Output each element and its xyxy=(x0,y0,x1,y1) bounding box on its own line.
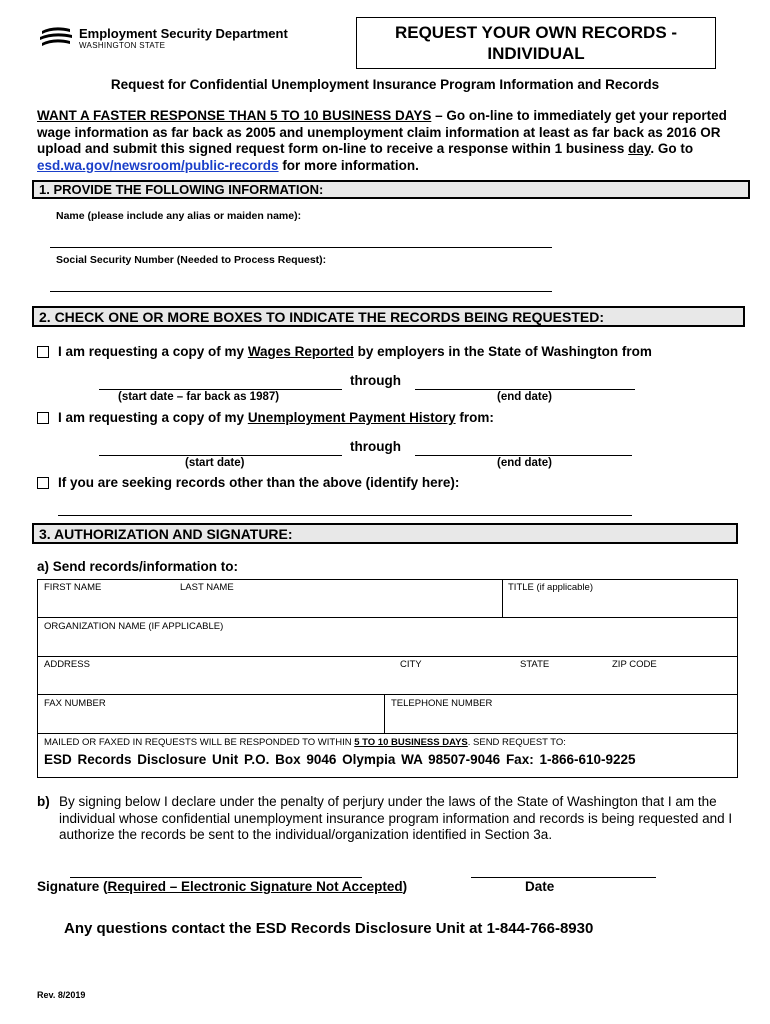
public-records-link[interactable]: esd.wa.gov/newsroom/public-records xyxy=(37,157,279,173)
mail-post: . SEND REQUEST TO: xyxy=(467,737,566,748)
pay-pre: I am requesting a copy of my xyxy=(58,410,248,425)
form-subtitle: Request for Confidential Unemployment Insurance Program Information and Records xyxy=(110,77,660,92)
section1-heading: 1. PROVIDE THE FOLLOWING INFORMATION: xyxy=(32,180,750,199)
zip-field[interactable]: ZIP CODE xyxy=(612,659,657,670)
payment-through: through xyxy=(350,439,401,454)
payment-start-caption: (start date) xyxy=(185,457,245,469)
payment-end-field[interactable] xyxy=(415,455,632,456)
mail-pre: MAILED OR FAXED IN REQUESTS WILL BE RESPONDED TO WITHIN xyxy=(44,737,355,748)
wages-start-field[interactable] xyxy=(99,389,342,390)
wages-reported: Wages Reported xyxy=(247,344,354,359)
intro-go-to: . Go to xyxy=(650,141,694,156)
signature-field[interactable] xyxy=(70,877,362,878)
form-title-box xyxy=(356,17,716,69)
wages-end-caption: (end date) xyxy=(497,391,552,403)
name-label: Name (please include any alias or maiden name): xyxy=(56,210,302,222)
date-field[interactable] xyxy=(471,877,656,878)
other-records-checkbox[interactable] xyxy=(37,477,49,489)
contact-line: Any questions contact the ESD Records Disclosure Unit at 1-844-766-8930 xyxy=(64,920,594,937)
ssn-field[interactable] xyxy=(50,291,552,292)
payment-option-text xyxy=(58,410,494,425)
sig-required: Required – Electronic Signature Not Accepted xyxy=(107,879,403,894)
last-name-field[interactable]: LAST NAME xyxy=(180,582,234,593)
section3-heading: 3. AUTHORIZATION AND SIGNATURE: xyxy=(32,523,738,544)
first-name-field[interactable]: FIRST NAME xyxy=(44,582,102,593)
wages-checkbox[interactable] xyxy=(37,346,49,358)
signature-label xyxy=(37,879,407,894)
intro-paragraph xyxy=(37,108,737,174)
grid-divider xyxy=(37,694,738,695)
esd-logo-icon xyxy=(40,25,72,51)
sig-post: ) xyxy=(402,879,408,894)
intro-day: day xyxy=(628,141,651,156)
payment-history-checkbox[interactable] xyxy=(37,412,49,424)
wages-post: by employers in the State of Washington from xyxy=(353,344,652,359)
ssn-label: Social Security Number (Needed to Process Request): xyxy=(56,254,327,266)
wages-through: through xyxy=(350,373,401,388)
other-records-text: If you are seeking records other than the above (identify here): xyxy=(58,475,460,490)
organization-field[interactable]: ORGANIZATION NAME (IF APPLICABLE) xyxy=(44,621,224,632)
wages-end-field[interactable] xyxy=(415,389,635,390)
recipient-grid xyxy=(37,579,738,778)
mail-notice xyxy=(44,737,566,748)
payment-end-caption: (end date) xyxy=(497,457,552,469)
grid-divider xyxy=(37,656,738,657)
pay-post: from: xyxy=(455,410,494,425)
city-field[interactable]: CITY xyxy=(400,659,422,670)
send-to-address: ESD Records Disclosure Unit P.O. Box 9046 Olympia WA 98507-9046 Fax: 1-866-610-9225 xyxy=(44,752,636,767)
date-label: Date xyxy=(525,879,555,894)
sig-pre: Signature ( xyxy=(37,879,108,894)
grid-divider xyxy=(37,733,738,734)
name-field[interactable] xyxy=(50,247,552,248)
other-records-field[interactable] xyxy=(58,515,632,516)
address-field[interactable]: ADDRESS xyxy=(44,659,90,670)
wages-pre: I am requesting a copy of my xyxy=(58,344,248,359)
payment-history: Unemployment Payment History xyxy=(247,410,456,425)
title-field[interactable]: TITLE (if applicable) xyxy=(508,582,594,593)
declaration-label: b) xyxy=(37,794,50,809)
section2-heading: 2. CHECK ONE OR MORE BOXES TO INDICATE THE RECORDS BEING REQUESTED: xyxy=(32,306,745,327)
intro-tail: for more information. xyxy=(278,157,419,173)
wages-start-caption: (start date – far back as 1987) xyxy=(118,391,280,403)
state-field[interactable]: STATE xyxy=(520,659,550,670)
wages-option-text xyxy=(58,344,652,359)
telephone-field[interactable]: TELEPHONE NUMBER xyxy=(391,698,493,709)
grid-divider xyxy=(384,694,385,733)
fax-field[interactable]: FAX NUMBER xyxy=(44,698,106,709)
revision-date: Rev. 8/2019 xyxy=(37,990,86,1000)
form-title-line2: INDIVIDUAL xyxy=(487,44,585,63)
grid-divider xyxy=(37,617,738,618)
intro-lead: WANT A FASTER RESPONSE THAN 5 TO 10 BUSINESS DAYS xyxy=(37,108,432,123)
org-state: WASHINGTON STATE xyxy=(79,41,166,50)
payment-start-field[interactable] xyxy=(99,455,342,456)
declaration-text: By signing below I declare under the penalty of perjury under the laws of the State of Washington that I am the individual whose confidential unemployment insurance program information and records is being requested and I authorize the records be sent to the individual/organization identified in Section 3a. xyxy=(59,794,733,842)
form-title-line1: REQUEST YOUR OWN RECORDS - xyxy=(394,23,678,42)
grid-divider xyxy=(502,579,503,617)
mail-business-days: 5 TO 10 BUSINESS DAYS xyxy=(354,737,468,748)
org-name: Employment Security Department xyxy=(79,26,288,41)
intro-body: – Go on-line to immediately get your reported wage information as far back as 2005 and unemployment claim information at least as far back as 2016 OR upload and submit this signed request form on-line to receive a response within 1 business xyxy=(37,108,727,156)
send-to-label: a) Send records/information to: xyxy=(37,559,239,574)
